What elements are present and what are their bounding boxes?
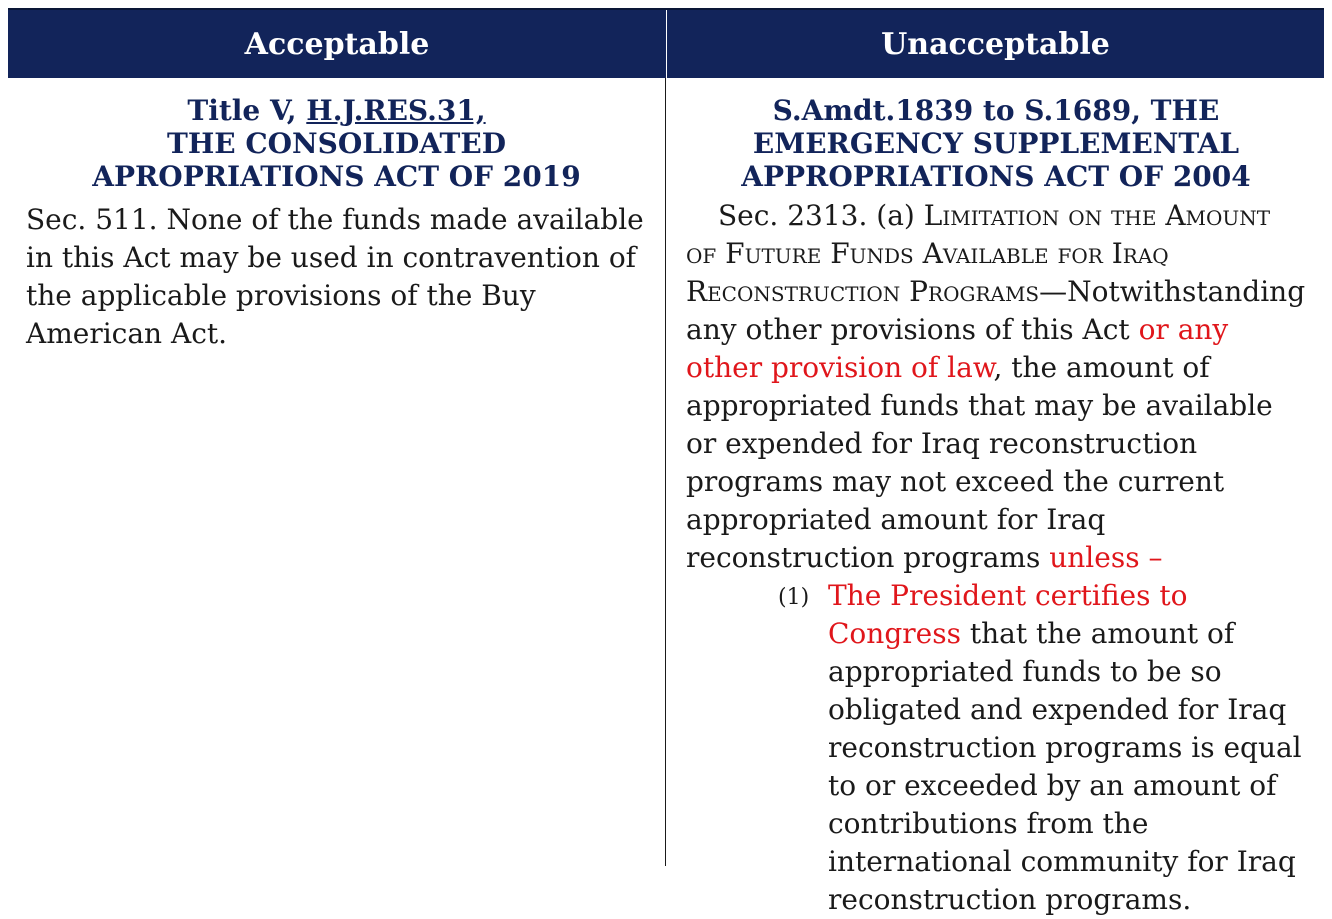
acceptable-title <box>26 94 647 193</box>
unacceptable-title <box>686 94 1306 193</box>
unacceptable-body-text <box>686 197 1306 577</box>
list-item-text <box>828 577 1306 919</box>
comparison-table <box>8 8 1324 916</box>
unacceptable-title-line3: APPROPRIATIONS ACT OF 2004 <box>741 160 1251 193</box>
list-item-body: that the amount of appropriated funds to be so obligated and expended for Iraq reconstruction programs is equal to or exceeded by an amount of contributions from the international community for Iraq reconstruction programs. <box>828 617 1302 916</box>
highlight-any-other-provision: or any other provision of law <box>686 313 1229 384</box>
acceptable-title-line3: APROPRIATIONS ACT OF 2019 <box>92 160 581 193</box>
table-header <box>8 8 1324 78</box>
list-item <box>778 577 1306 919</box>
acceptable-body-text: Sec. 511. None of the funds made available in this Act may be used in contravention of the applicable provisions of the Buy American Act. <box>26 203 644 350</box>
section-label: Sec. 2313. (a) <box>718 199 924 232</box>
section-heading: Limitation on the Amount of Future Funds Available for Iraq Reconstruction Programs <box>686 199 1271 308</box>
hjres31-link[interactable]: H.J.RES.31, <box>306 94 486 127</box>
unacceptable-title-line1: S.Amdt.1839 to S.1689, THE <box>772 94 1220 127</box>
acceptable-title-line2: THE CONSOLIDATED <box>167 127 506 160</box>
header-acceptable: Acceptable <box>8 10 667 78</box>
unacceptable-title-line2: EMERGENCY SUPPLEMENTAL <box>752 127 1240 160</box>
acceptable-column <box>8 78 666 866</box>
header-unacceptable: Unacceptable <box>881 26 1110 62</box>
table-body <box>8 78 1324 916</box>
list-item-number: (1) <box>778 585 810 610</box>
unacceptable-column <box>666 78 1324 916</box>
highlight-president-certifies: The President certifies to Congress <box>828 579 1188 650</box>
highlight-unless: unless – <box>1049 541 1163 574</box>
body-part2: , the amount of appropriated funds that may be available or expended for Iraq reconstruction programs may not exceed the current appropriated amount for Iraq reconstruction programs <box>686 351 1273 574</box>
acceptable-title-prefix: Title V, <box>187 94 307 127</box>
body-part1: —Notwithstanding any other provisions of this Act <box>686 275 1306 346</box>
